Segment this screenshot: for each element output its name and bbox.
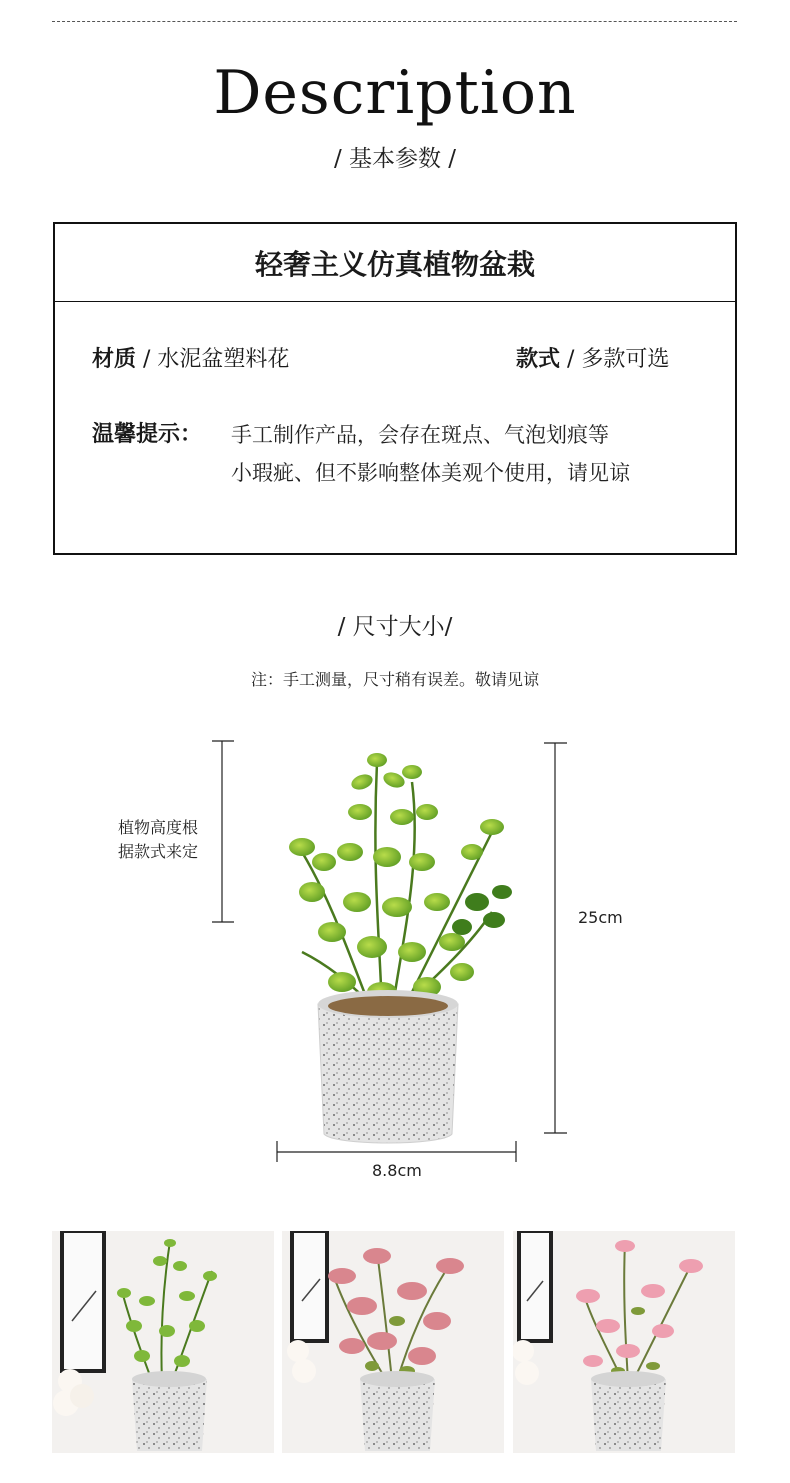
plant-height-note-2: 据款式来定 [118, 842, 199, 861]
size-section-title: / 尺寸大小/ [337, 614, 453, 640]
tip-label: 温馨提示： [92, 422, 203, 447]
material-separator: / [136, 347, 158, 372]
page-subtitle: / 基本参数 / [333, 146, 457, 172]
material-value: 水泥盆塑料花 [157, 347, 290, 372]
gallery-image-green [52, 1231, 274, 1453]
height-label: 25cm [578, 908, 623, 927]
gallery-image-pink-green [282, 1231, 504, 1453]
tip-line-1: 手工制作产品，会存在斑点、气泡划痕等 [231, 423, 609, 447]
style-value: 多款可选 [581, 347, 670, 372]
style-separator: / [560, 347, 582, 372]
gallery-image-pink [513, 1231, 735, 1453]
material-label: 材质 [92, 347, 137, 372]
product-name: 轻奢主义仿真植物盆栽 [55, 224, 735, 302]
main-plant-image [262, 742, 542, 1150]
size-note: 注：手工测量，尺寸稍有误差。敬请见谅 [250, 670, 539, 689]
page-title: Description [213, 58, 577, 128]
width-label: 8.8cm [372, 1161, 422, 1180]
plant-height-note-1: 植物高度根 [118, 818, 199, 837]
tip-line-2: 小瑕疵、但不影响整体美观个使用，请见谅 [231, 461, 630, 485]
style-label: 款式 [516, 347, 561, 372]
